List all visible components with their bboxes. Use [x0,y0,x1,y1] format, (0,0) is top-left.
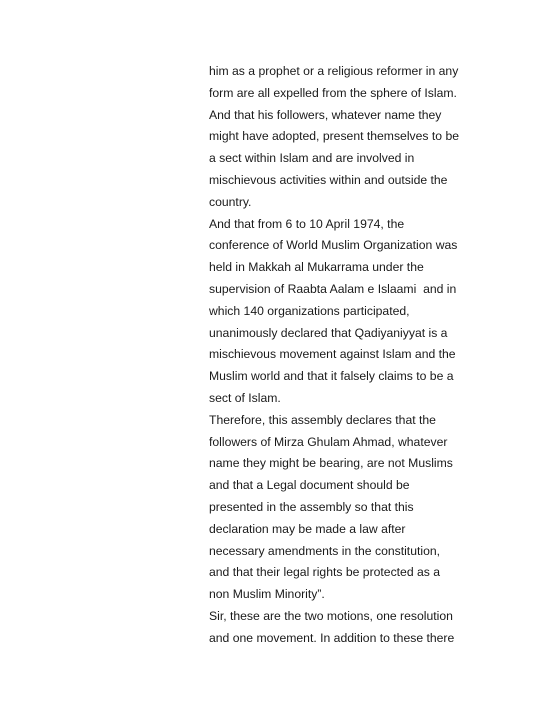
text-line: unanimously declared that Qadiyaniyyat is a [209,325,448,340]
text-line: might have adopted, present themselves to be [209,129,459,144]
text-line: and one movement. In addition to these there [209,630,455,645]
text-line: form are all expelled from the sphere of Islam. [209,85,457,100]
text-line: a sect within Islam and are involved in [209,151,415,166]
text-line: non Muslim Minority”. [209,587,325,602]
text-line: held in Makkah al Mukarrama under the [209,260,424,275]
text-line: Muslim world and that it falsely claims to be a [209,369,454,384]
text-line: supervision of Raabta Aalam e Islaami and in [209,281,457,296]
text-line: country. [209,194,252,209]
text-line: name they might be bearing, are not Muslims [209,456,453,471]
text-line: sect of Islam. [209,390,281,405]
text-line: mischievous activities within and outside the [209,172,448,187]
text-line: Therefore, this assembly declares that the [209,412,436,427]
text-line: followers of Mirza Ghulam Ahmad, whatever [209,434,448,449]
text-line: Sir, these are the two motions, one resolution [209,608,453,623]
text-line: And that from 6 to 10 April 1974, the [209,216,405,231]
text-line: necessary amendments in the constitution, [209,543,441,558]
body-text [209,61,509,650]
text-line: And that his followers, whatever name they [209,107,442,122]
text-line: mischievous movement against Islam and the [209,347,456,362]
text-line: and that a Legal document should be [209,478,410,493]
text-line: conference of World Muslim Organization was [209,238,458,253]
text-line: which 140 organizations participated, [209,303,410,318]
text-line: and that their legal rights be protected as a [209,565,441,580]
text-line: him as a prophet or a religious reformer in any [209,64,459,78]
text-line: presented in the assembly so that this [209,499,414,514]
text-line: declaration may be made a law after [209,521,406,536]
